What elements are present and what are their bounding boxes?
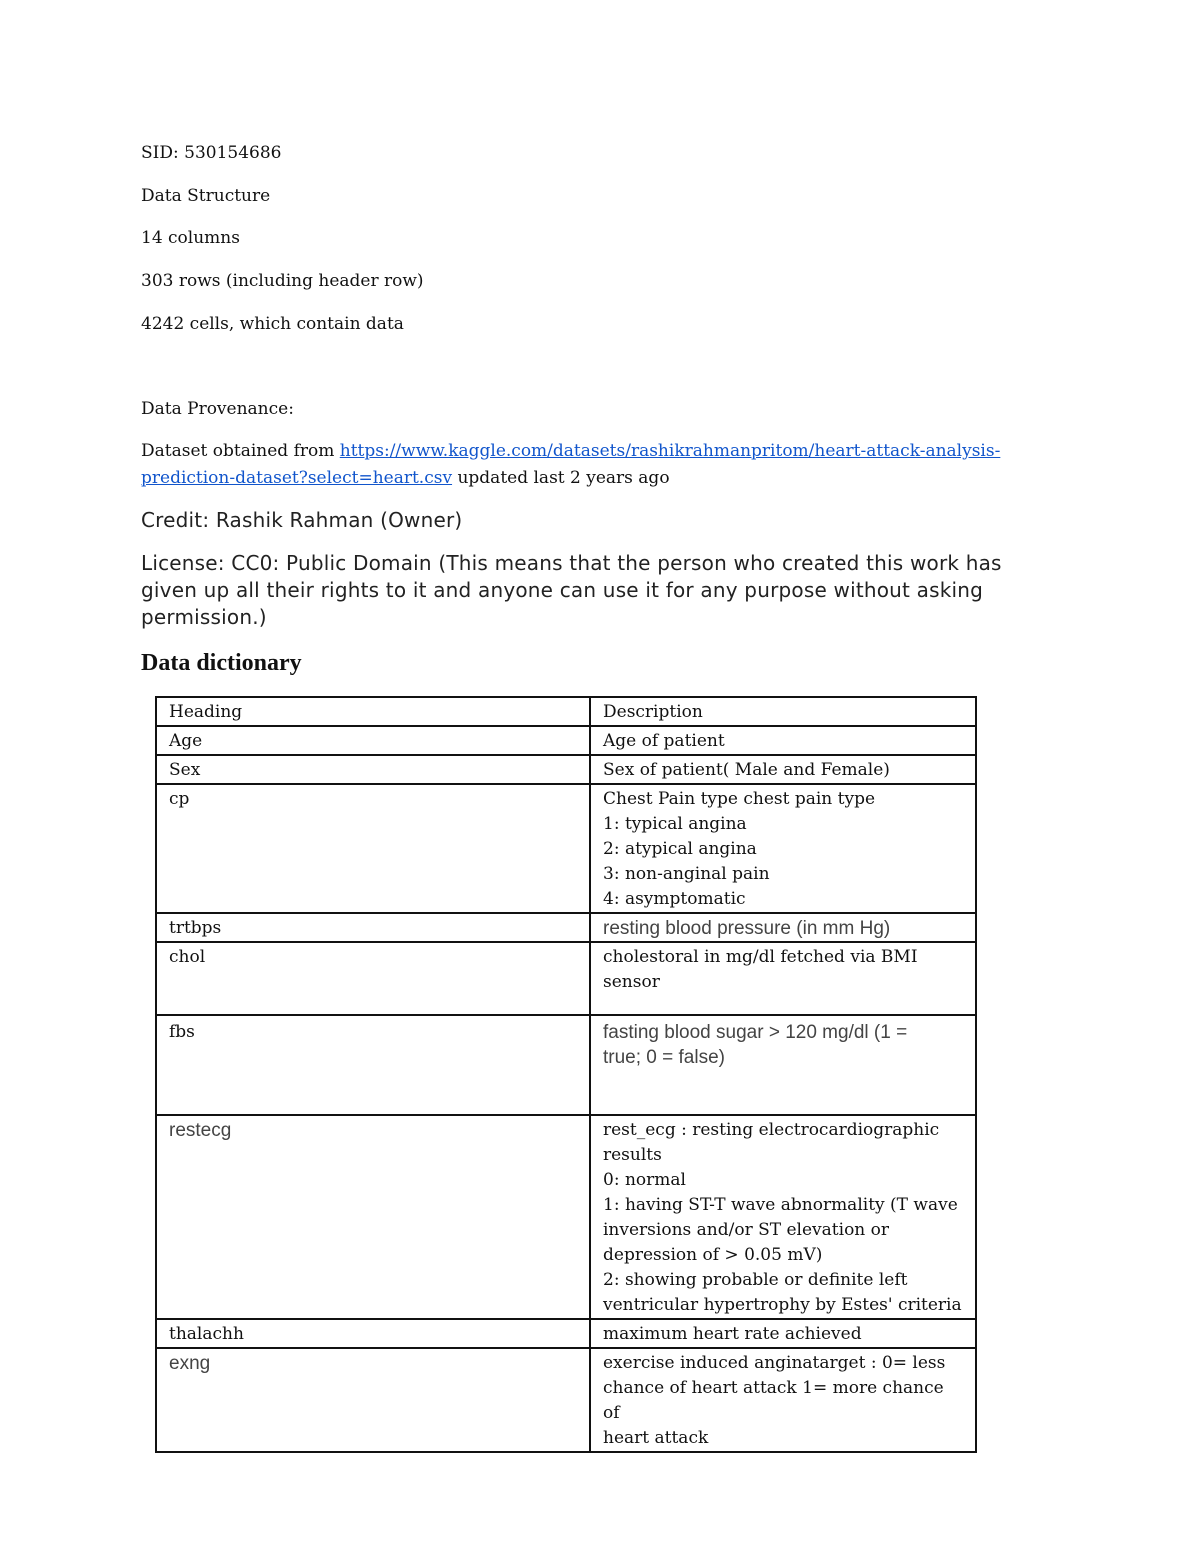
table-row (156, 1319, 976, 1348)
description-line: resting blood pressure (in mm Hg) (603, 918, 891, 939)
row-description (590, 726, 976, 755)
description-line: fasting blood sugar > 120 mg/dl (1 = (603, 1022, 908, 1043)
header-description: Description (590, 697, 976, 726)
description-line: 3: non-anginal pain (603, 864, 770, 884)
provenance-title: Data Provenance: (141, 399, 294, 419)
table-row (156, 942, 976, 1015)
provenance-obtained-suffix: updated last 2 years ago (452, 468, 670, 488)
description-line: exercise induced anginatarget : 0= less (603, 1353, 946, 1373)
row-heading: chol (156, 942, 590, 1015)
row-heading: exng (156, 1348, 590, 1452)
table-row (156, 726, 976, 755)
license-line-3: permission.) (141, 605, 267, 629)
license-line-2: given up all their rights to it and anyone can use it for any purpose without asking (141, 578, 984, 602)
description-line: maximum heart rate achieved (603, 1324, 862, 1344)
row-description (590, 1115, 976, 1319)
row-description (590, 942, 976, 1015)
description-line: sensor (603, 972, 660, 992)
table-row (156, 1115, 976, 1319)
description-line: Chest Pain type chest pain type (603, 789, 876, 809)
credit-line: Credit: Rashik Rahman (Owner) (141, 508, 463, 532)
row-heading: trtbps (156, 913, 590, 942)
description-line: 4: asymptomatic (603, 889, 746, 909)
row-description (590, 784, 976, 913)
data-dictionary-table (155, 696, 977, 1453)
row-heading: restecg (156, 1115, 590, 1319)
description-line: 1: having ST-T wave abnormality (T wave (603, 1195, 958, 1215)
description-line: 2: atypical angina (603, 839, 757, 859)
description-line: 0: normal (603, 1170, 686, 1190)
row-heading: Sex (156, 755, 590, 784)
row-description (590, 1015, 976, 1115)
provenance-obtained-prefix: Dataset obtained from (141, 441, 340, 461)
row-heading: cp (156, 784, 590, 913)
table-row (156, 784, 976, 913)
table-row (156, 755, 976, 784)
table-header-row (156, 697, 976, 726)
rows-count: 303 rows (including header row) (141, 271, 424, 291)
description-line: Age of patient (603, 731, 725, 751)
provenance-source-line2 (141, 468, 670, 488)
header-heading: Heading (156, 697, 590, 726)
description-line: 1: typical angina (603, 814, 747, 834)
row-description (590, 755, 976, 784)
description-line: true; 0 = false) (603, 1047, 725, 1068)
data-structure-label: Data Structure (141, 186, 271, 206)
table-row (156, 913, 976, 942)
description-line: cholestoral in mg/dl fetched via BMI (603, 947, 918, 967)
description-line: depression of > 0.05 mV) (603, 1245, 823, 1265)
row-heading: Age (156, 726, 590, 755)
table-row (156, 1348, 976, 1452)
provenance-source-line1 (141, 441, 1000, 461)
description-line: ventricular hypertrophy by Estes' criteria (603, 1295, 962, 1315)
data-dictionary-title: Data dictionary (141, 650, 302, 676)
description-line: heart attack (603, 1428, 709, 1448)
description-line: rest_ecg : resting electrocardiographic (603, 1120, 940, 1140)
row-description (590, 1348, 976, 1452)
table-row (156, 1015, 976, 1115)
sid-line: SID: 530154686 (141, 143, 282, 163)
description-line: inversions and/or ST elevation or (603, 1220, 890, 1240)
row-description (590, 1319, 976, 1348)
description-line: 2: showing probable or definite left (603, 1270, 908, 1290)
cells-count: 4242 cells, which contain data (141, 314, 404, 334)
dataset-link-part2[interactable]: prediction-dataset?select=heart.csv (141, 468, 453, 488)
description-line: chance of heart attack 1= more chance of (603, 1378, 944, 1423)
dataset-link-part1[interactable]: https://www.kaggle.com/datasets/rashikrahmanpritom/heart-attack-analysis- (339, 441, 1001, 461)
description-line: Sex of patient( Male and Female) (603, 760, 890, 780)
row-heading: fbs (156, 1015, 590, 1115)
row-heading: thalachh (156, 1319, 590, 1348)
columns-count: 14 columns (141, 228, 240, 248)
license-line-1: License: CC0: Public Domain (This means that the person who created this work has (141, 551, 1002, 575)
description-line: results (603, 1145, 662, 1165)
row-description (590, 913, 976, 942)
